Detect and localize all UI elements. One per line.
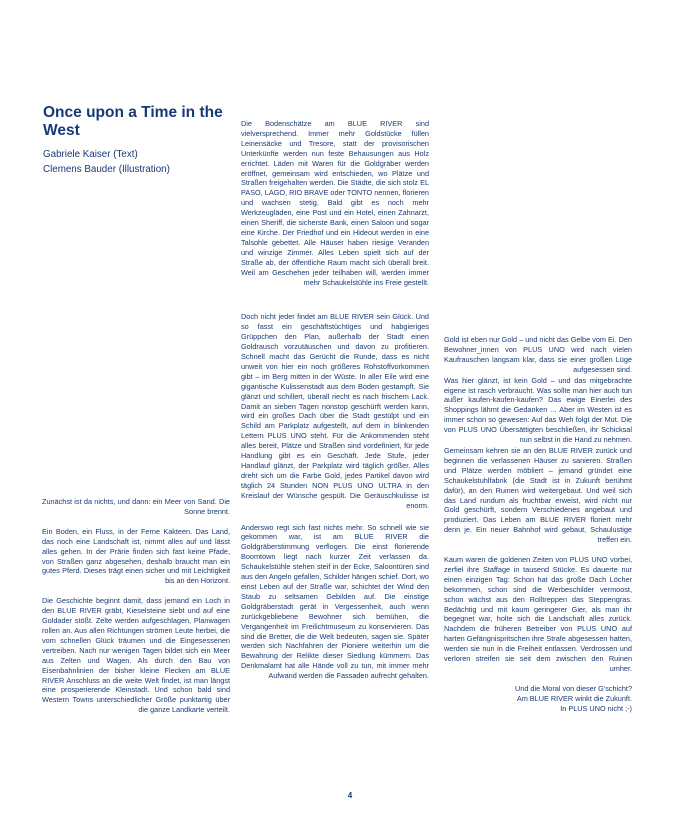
moral-line: Und die Moral von dieser G'schicht? (515, 683, 632, 693)
moral-line: In PLUS UNO nicht ;-) (560, 703, 632, 713)
paragraph: Zunächst ist da nichts, und dann: ein Meer von Sand. Die Sonne brennt. (42, 497, 230, 516)
paragraph: Die Geschichte beginnt damit, dass jemand ein Loch in den BLUE RIVER gräbt, Kieselsteine siebt und auf eine Goldader stößt. Zelte werden aufgeschlagen, Planwagen rollen an. Aus allen Richtungen strömen Leute herbei, die vom schnellen Glück träumen und die Eingesessenen vertreiben. Nach nur wenigen Tagen bildet sich ein Meer aus Zelten und Wagen. Als durch den Bau von Eisenbahnlinien der bisher kleine Flecken am BLUE RIVER Anschluss an die weite Welt findet, ist man längst eine prosperierende Kleinstadt. Und schon bald sind Western Towns unterschiedlicher Größe punktartig über die ganze Landkarte verteilt. (42, 596, 230, 715)
paragraph: Ein Boden, ein Fluss, in der Ferne Kakteen. Das Land, das noch eine Landschaft ist, nimmt alles auf und lässt alles gehen. In der Prärie finden sich fast keine Pfade, von Straßen ganz abgesehen, deshalb braucht man ein gutes Pferd. Dieses trägt einen sicher und mit Leichtigkeit bis an den Horizont. (42, 526, 230, 586)
text-column-middle (241, 119, 429, 691)
text-column-right (444, 335, 632, 714)
author-credit: Gabriele Kaiser (Text) (43, 149, 138, 160)
paragraph: Anderswo regt sich fast nichts mehr. So schnell wie sie gekommen war, ist am BLUE RIVER die Goldgräberstimmung verflogen. Die einst florierende Boomtown liegt nach kurzer Zeit verlassen da. Schaukelstühle stehen steif in der Ecke, Saloontüren sind aus den Angeln gefallen, Schilder hängen schief. Dort, wo einst Leben auf der Straße war, schichtet der Wind den Staub zu seltsamen Gebilden auf. Die einstige Goldgräberstadt gerät in Vergessenheit, auch wenn zurückgebliebene Bewohner sich bemühen, die Vergangenheit im Freilichtmuseum zu konservieren. Das sind die Bretter, die die Welt bedeuten, sagen sie. Später werden sich Nachfahren der Pioniere weiterhin um die Bewahrung der Relikte dieser Siedlung kümmern. Das Denkmalamt hat alle Hände voll zu tun, mit immer mehr Aufwand werden die Fassaden aufrecht gehalten. (241, 522, 429, 681)
illustrator-credit: Clemens Bauder (Illustration) (43, 164, 170, 175)
text-column-left (42, 497, 230, 725)
moral-line: Am BLUE RIVER winkt die Zukunft. (516, 693, 632, 703)
paragraph: Doch nicht jeder findet am BLUE RIVER sein Glück. Und so fasst ein geschäftstüchtiges und habgieriges Grüppchen den Plan, außerhalb der Stadt einen Goldrausch vorzutäuschen und davon zu profitieren. Schnell macht das Gerücht die Runde, dass es nicht unweit von hier ein noch größeres Rohstoffvorkommen gibt – im Berg mitten in der Wüste. In aller Eile wird eine gigantische Kulissenstadt aus dem Boden gestampft. Sie glänzt und schillert, überall riecht es nach frischem Lack. Damit an sieben Tagen nonstop geschürft werden kann, wird ein großes Dach über die Stadt gestülpt und ein Schild am Parkplatz aufgestellt, auf dem in blinkenden Lettern PLUS UNO steht. Für die Ankommenden steht alles bereit, Plätze und Straßen sind vordefiniert, für jede Handlung gibt es ein Geschäft. Jede Stufe, jeder Handlauf glänzt, der Parkplatz wird täglich größer. Alles dreht sich um die Farbe Gold, jedes Partikel davon wird täglich 24 Stunden NON PLUS UNO ULTRA in den Kreislauf der Wünsche gespült. Die Geräuschkulisse ist enorm. (241, 312, 429, 510)
paragraph: Kaum waren die goldenen Zeiten von PLUS UNO vorbei, zerfiel ihre Staffage in tausend Stücke. Es dauerte nur einen einzigen Tag: Schon hat das große Dach Löcher bekommen, schon sind die Werbeschilder vermoost, schon wächst aus den Rolltreppen das Steppengras. Bedächtig und mit kaum geringerer Gier, als man ihr begegnet war, holte sich die Landschaft alles zurück. Nachdem die früheren Betreiber von PLUS UNO auf harten Gefängnispritschen ihre Strafe abgesessen hatten, werden sie nun in die Freiheit entlassen. Verdrossen und verloren streifen sie seit dem zwischen den Ruinen umher. (444, 555, 632, 673)
paragraph: Was hier glänzt, ist kein Gold – und das mitgebrachte eigene ist rasch verbraucht. Was sollte man hier auch tun außer kaufen-kaufen-kaufen? Das ewige Einerlei des Shoppings lähmt die Gedanken … Aber im Westen ist es immer schon so gewesen: Auf das Weh folgt der Mut. Die von PLUS UNO Übersättigten beschließen, ihr Schicksal nun selbst in die Hand zu nehmen. (444, 375, 632, 445)
page-number: 4 (347, 791, 353, 800)
article-title: Once upon a Time in the West (43, 104, 223, 139)
paragraph: Die Bodenschätze am BLUE RIVER sind vielversprechend. Immer mehr Goldstücke füllen Leinensäcke und Tresore, statt der provisorischen Unterkünfte werden nun feste Behausungen aus Holz errichtet. Läden mit Waren für die Goldgräber werden eröffnet, gemeinsam wird entschieden, wo Plätze und Straßen freigehalten werden. Die Städte, die sich stolz EL PASO, LAGO, RIO BRAVE oder TONTO nennen, florieren und wachsen stetig. Bald gibt es noch mehr Werkzeugläden, eine Post und ein Hotel, einen Zahnarzt, einen Sheriff, die sicherste Bank, einen Saloon und sogar eine Kirche. Der Friedhof und ein Hideout werden in eine Talsohle gebettet. Alle Häuser haben riesige Veranden und winzige Zimmer. Alles Leben spielt sich auf der Straße ab, der öffentliche Raum macht sich überall breit. Weil am Geschehen jeder teilhaben will, werden immer mehr Schaukelstühle ins Freie gestellt. (241, 119, 429, 287)
article-credits (43, 147, 243, 177)
paragraph: Gold ist eben nur Gold – und nicht das Gelbe vom Ei. Den Bewohner_innen von PLUS UNO wird nach vielen Kaufrauschen langsam klar, dass sie einer großen Lüge aufgesessen sind. (444, 335, 632, 374)
paragraph: Gemeinsam kehren sie an den BLUE RIVER zurück und beginnen die verlassenen Häuser zu sanieren. Straßen und Plätze werden möbliert – jemand gründet eine Schaukelstuhlfabrik (die Stadt ist in Zukunft berühmt dafür), an den Ruinen wird weitergebaut. Und weil sich das Land rundum als fruchtbar erweist, wird nicht nur Gold geschürft, sondern Verschiedenes angebaut und produziert. Das Leben am BLUE RIVER floriert mehr denn je. Ein neuer Bahnhof wird gebaut, Schaulustige treffen ein. (444, 445, 632, 545)
